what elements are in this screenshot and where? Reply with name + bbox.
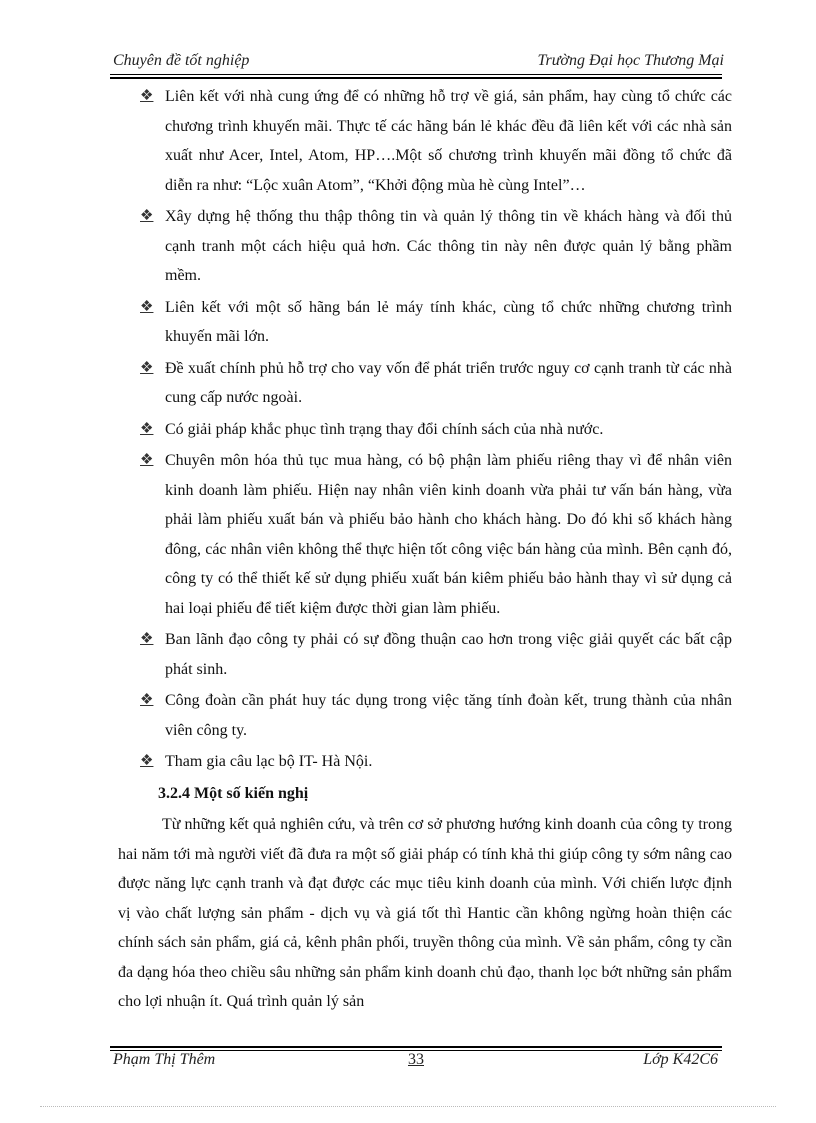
bullet-item bbox=[118, 446, 732, 623]
bullet-text: Xây dựng hệ thống thu thập thông tin và quản lý thông tin về khách hàng và đối thủ cạnh tranh một cách hiệu quả hơn. Các thông tin này nên được quản lý bằng phầm mềm. bbox=[165, 208, 732, 284]
body-paragraph: Từ những kết quả nghiên cứu, và trên cơ sở phương hướng kinh doanh của công ty trong hai năm tới mà người viết đã đưa ra một số giải pháp có tính khả thi giúp công ty sớm nâng cao được năng lực cạnh tranh và đạt được các mục tiêu kinh doanh của mình. Với chiến lược định vị vào chất lượng sản phẩm - dịch vụ và giá tốt thì Hantic cần không ngừng hoàn thiện các chính sách sản phẩm, giá cả, kênh phân phối, truyền thông của mình. Về sản phẩm, công ty cần đa dạng hóa theo chiều sâu những sản phẩm kinh doanh chủ đạo, thanh lọc bớt những sản phẩm cho lợi nhuận ít. Quá trình quản lý sản bbox=[118, 816, 732, 1010]
header-right-title: Trường Đại học Thương Mại bbox=[537, 52, 724, 69]
bullet-item bbox=[118, 686, 732, 745]
page-body bbox=[118, 82, 732, 1017]
footer-author: Phạm Thị Thêm bbox=[113, 1051, 216, 1068]
header-divider bbox=[110, 74, 722, 79]
diamond-bullet-icon: ❖ bbox=[140, 753, 154, 769]
bullet-item bbox=[118, 747, 732, 777]
bullet-item bbox=[118, 202, 732, 291]
diamond-bullet-icon: ❖ bbox=[140, 452, 154, 468]
footer-class: Lớp K42C6 bbox=[643, 1051, 718, 1068]
page-bottom-border bbox=[40, 1106, 776, 1107]
diamond-bullet-icon: ❖ bbox=[140, 208, 154, 224]
diamond-bullet-icon: ❖ bbox=[140, 631, 154, 647]
diamond-bullet-icon: ❖ bbox=[140, 298, 154, 315]
diamond-bullet-icon: ❖ bbox=[140, 88, 154, 104]
bullet-text: Tham gia câu lạc bộ IT- Hà Nội. bbox=[165, 753, 373, 770]
diamond-bullet-icon: ❖ bbox=[140, 359, 154, 376]
bullet-text: Công đoàn cần phát huy tác dụng trong việc tăng tính đoàn kết, trung thành của nhân viên công ty. bbox=[165, 692, 732, 739]
bullet-item bbox=[118, 415, 732, 445]
section-heading: 3.2.4 Một số kiến nghị bbox=[158, 784, 309, 802]
bullet-item bbox=[118, 293, 732, 352]
page-number: 33 bbox=[408, 1051, 424, 1068]
bullet-item bbox=[118, 82, 732, 200]
bullet-text: Đề xuất chính phủ hỗ trợ cho vay vốn để phát triển trước nguy cơ cạnh tranh từ các nhà cung cấp nước ngoài. bbox=[165, 359, 732, 406]
bullet-text: Liên kết với nhà cung ứng để có những hỗ trợ về giá, sản phẩm, hay cùng tổ chức các chương trình khuyến mãi. Thực tế các hãng bán lẻ khác đều đã liên kết với các nhà sản xuất như Acer, Intel, Atom, HP….Một số chương trình khuyến mãi đồng tổ chức đã diễn ra như: “Lộc xuân Atom”, “Khởi động mùa hè cùng Intel”… bbox=[165, 88, 732, 194]
diamond-bullet-icon: ❖ bbox=[140, 420, 154, 437]
diamond-bullet-icon: ❖ bbox=[140, 692, 154, 708]
header-left-title: Chuyên đề tốt nghiệp bbox=[113, 52, 250, 69]
bullet-text: Ban lãnh đạo công ty phải có sự đồng thuận cao hơn trong việc giải quyết các bất cập phát sinh. bbox=[165, 631, 732, 678]
bullet-item bbox=[118, 625, 732, 684]
bullet-text: Có giải pháp khắc phục tình trạng thay đổi chính sách của nhà nước. bbox=[165, 420, 604, 438]
bullet-text: Chuyên môn hóa thủ tục mua hàng, có bộ phận làm phiếu riêng thay vì để nhân viên kinh doanh làm phiếu. Hiện nay nhân viên kinh doanh vừa phải tư vấn bán hàng, vừa phải làm phiếu xuất bán và phiếu bảo hành cho khách hàng. Do đó khi số khách hàng đông, các nhân viên không thể thực hiện tốt công việc bán hàng của mình. Bên cạnh đó, công ty có thể thiết kế sử dụng phiếu xuất bán kiêm phiếu bảo hành thay vì sử dụng cả hai loại phiếu để tiết kiệm được thời gian làm phiếu. bbox=[165, 452, 732, 617]
bullet-text: Liên kết với một số hãng bán lẻ máy tính khác, cùng tổ chức những chương trình khuyến mãi lớn. bbox=[165, 298, 732, 345]
bullet-item bbox=[118, 354, 732, 413]
